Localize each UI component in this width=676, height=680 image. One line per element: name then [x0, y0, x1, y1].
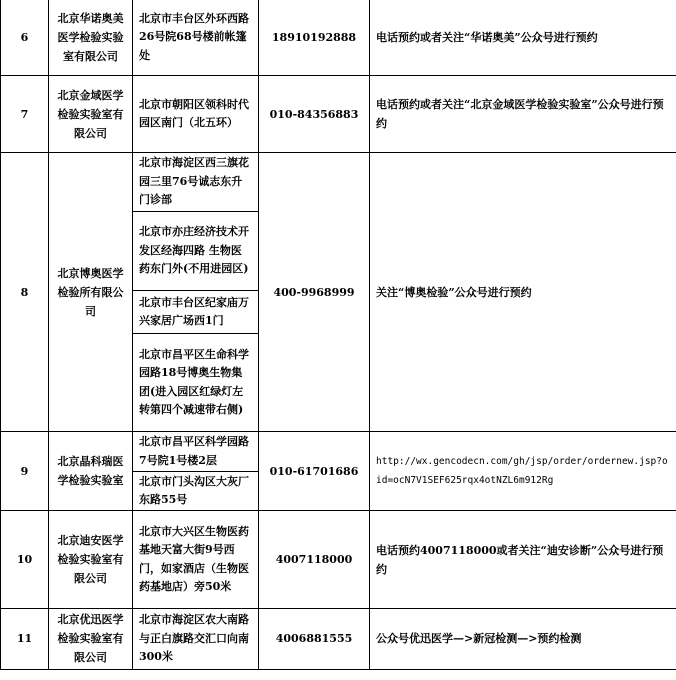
phone-number: 400-9968999	[259, 153, 370, 432]
sampling-address: 北京市大兴区生物医药基地天富大街9号西门，如家酒店（生物医药基地店）旁50米	[139, 524, 249, 593]
row-index: 7	[1, 76, 49, 153]
table-body	[1, 0, 676, 669]
address-cell	[133, 432, 259, 511]
table-row	[1, 609, 676, 670]
sampling-address: 北京市海淀区西三旗花园三里76号诚志东升门诊部	[133, 153, 258, 212]
sampling-address: 北京市丰台区纪家庙万兴家居广场西1门	[133, 291, 258, 334]
booking-method: 电话预约4007118000或者关注“迪安诊断”公众号进行预约	[370, 511, 676, 609]
row-index: 9	[1, 432, 49, 511]
sampling-address: 北京市门头沟区大灰厂东路55号	[139, 474, 249, 506]
agency-name: 北京优迅医学检验实验室有限公司	[49, 609, 133, 670]
phone-number: 18910192888	[259, 0, 370, 76]
sampling-address: 北京市海淀区农大南路与正白旗路交汇口向南300米	[139, 613, 249, 663]
booking-method: 公众号优迅医学—>新冠检测—>预约检测	[370, 609, 676, 670]
booking-method: 关注“博奥检验”公众号进行预约	[370, 153, 676, 432]
sampling-address: 北京市昌平区科学园路7号院1号楼2层	[133, 432, 258, 472]
table-row	[1, 511, 676, 609]
address-cell	[133, 153, 259, 432]
phone-number: 4007118000	[259, 511, 370, 609]
phone-number: 010-61701686	[259, 432, 370, 511]
row-index: 10	[1, 511, 49, 609]
row-index: 11	[1, 609, 49, 670]
agency-name: 北京晶科瑞医学检验实验室	[49, 432, 133, 511]
booking-method: 电话预约或者关注“华诺奥美”公众号进行预约	[370, 0, 676, 76]
agency-name: 北京迪安医学检验实验室有限公司	[49, 511, 133, 609]
sampling-address: 北京市朝阳区领科时代园区南门（北五环）	[139, 97, 249, 129]
booking-method: 电话预约或者关注“北京金域医学检验实验室”公众号进行预约	[370, 76, 676, 153]
address-cell	[133, 0, 259, 76]
sampling-address: 北京市昌平区生命科学园路18号博奥生物集团(进入园区红绿灯左转第四个减速带右侧)	[139, 347, 249, 416]
booking-url[interactable]: http://wx.gencodecn.com/gh/jsp/order/ordernew.jsp?oid=ocN7V1SEF625rqx4otNZL6m912Rg	[370, 432, 676, 511]
table-row	[1, 432, 676, 511]
agency-name: 北京金域医学检验实验室有限公司	[49, 76, 133, 153]
phone-number: 4006881555	[259, 609, 370, 670]
table-row	[1, 76, 676, 153]
address-cell	[133, 76, 259, 153]
table-row	[1, 0, 676, 76]
table-row	[1, 153, 676, 432]
row-index: 8	[1, 153, 49, 432]
row-index: 6	[1, 0, 49, 76]
address-cell	[133, 511, 259, 609]
agency-name: 北京华诺奥美医学检验实验室有限公司	[49, 0, 133, 76]
agency-name: 北京博奥医学检验所有限公司	[49, 153, 133, 432]
sampling-address: 北京市丰台区外环西路26号院68号楼前帐篷处	[139, 11, 249, 62]
sampling-address: 北京市亦庄经济技术开发区经海四路 生物医药东门外(不用进园区)	[133, 212, 258, 291]
address-cell	[133, 609, 259, 670]
phone-number: 010-84356883	[259, 76, 370, 153]
